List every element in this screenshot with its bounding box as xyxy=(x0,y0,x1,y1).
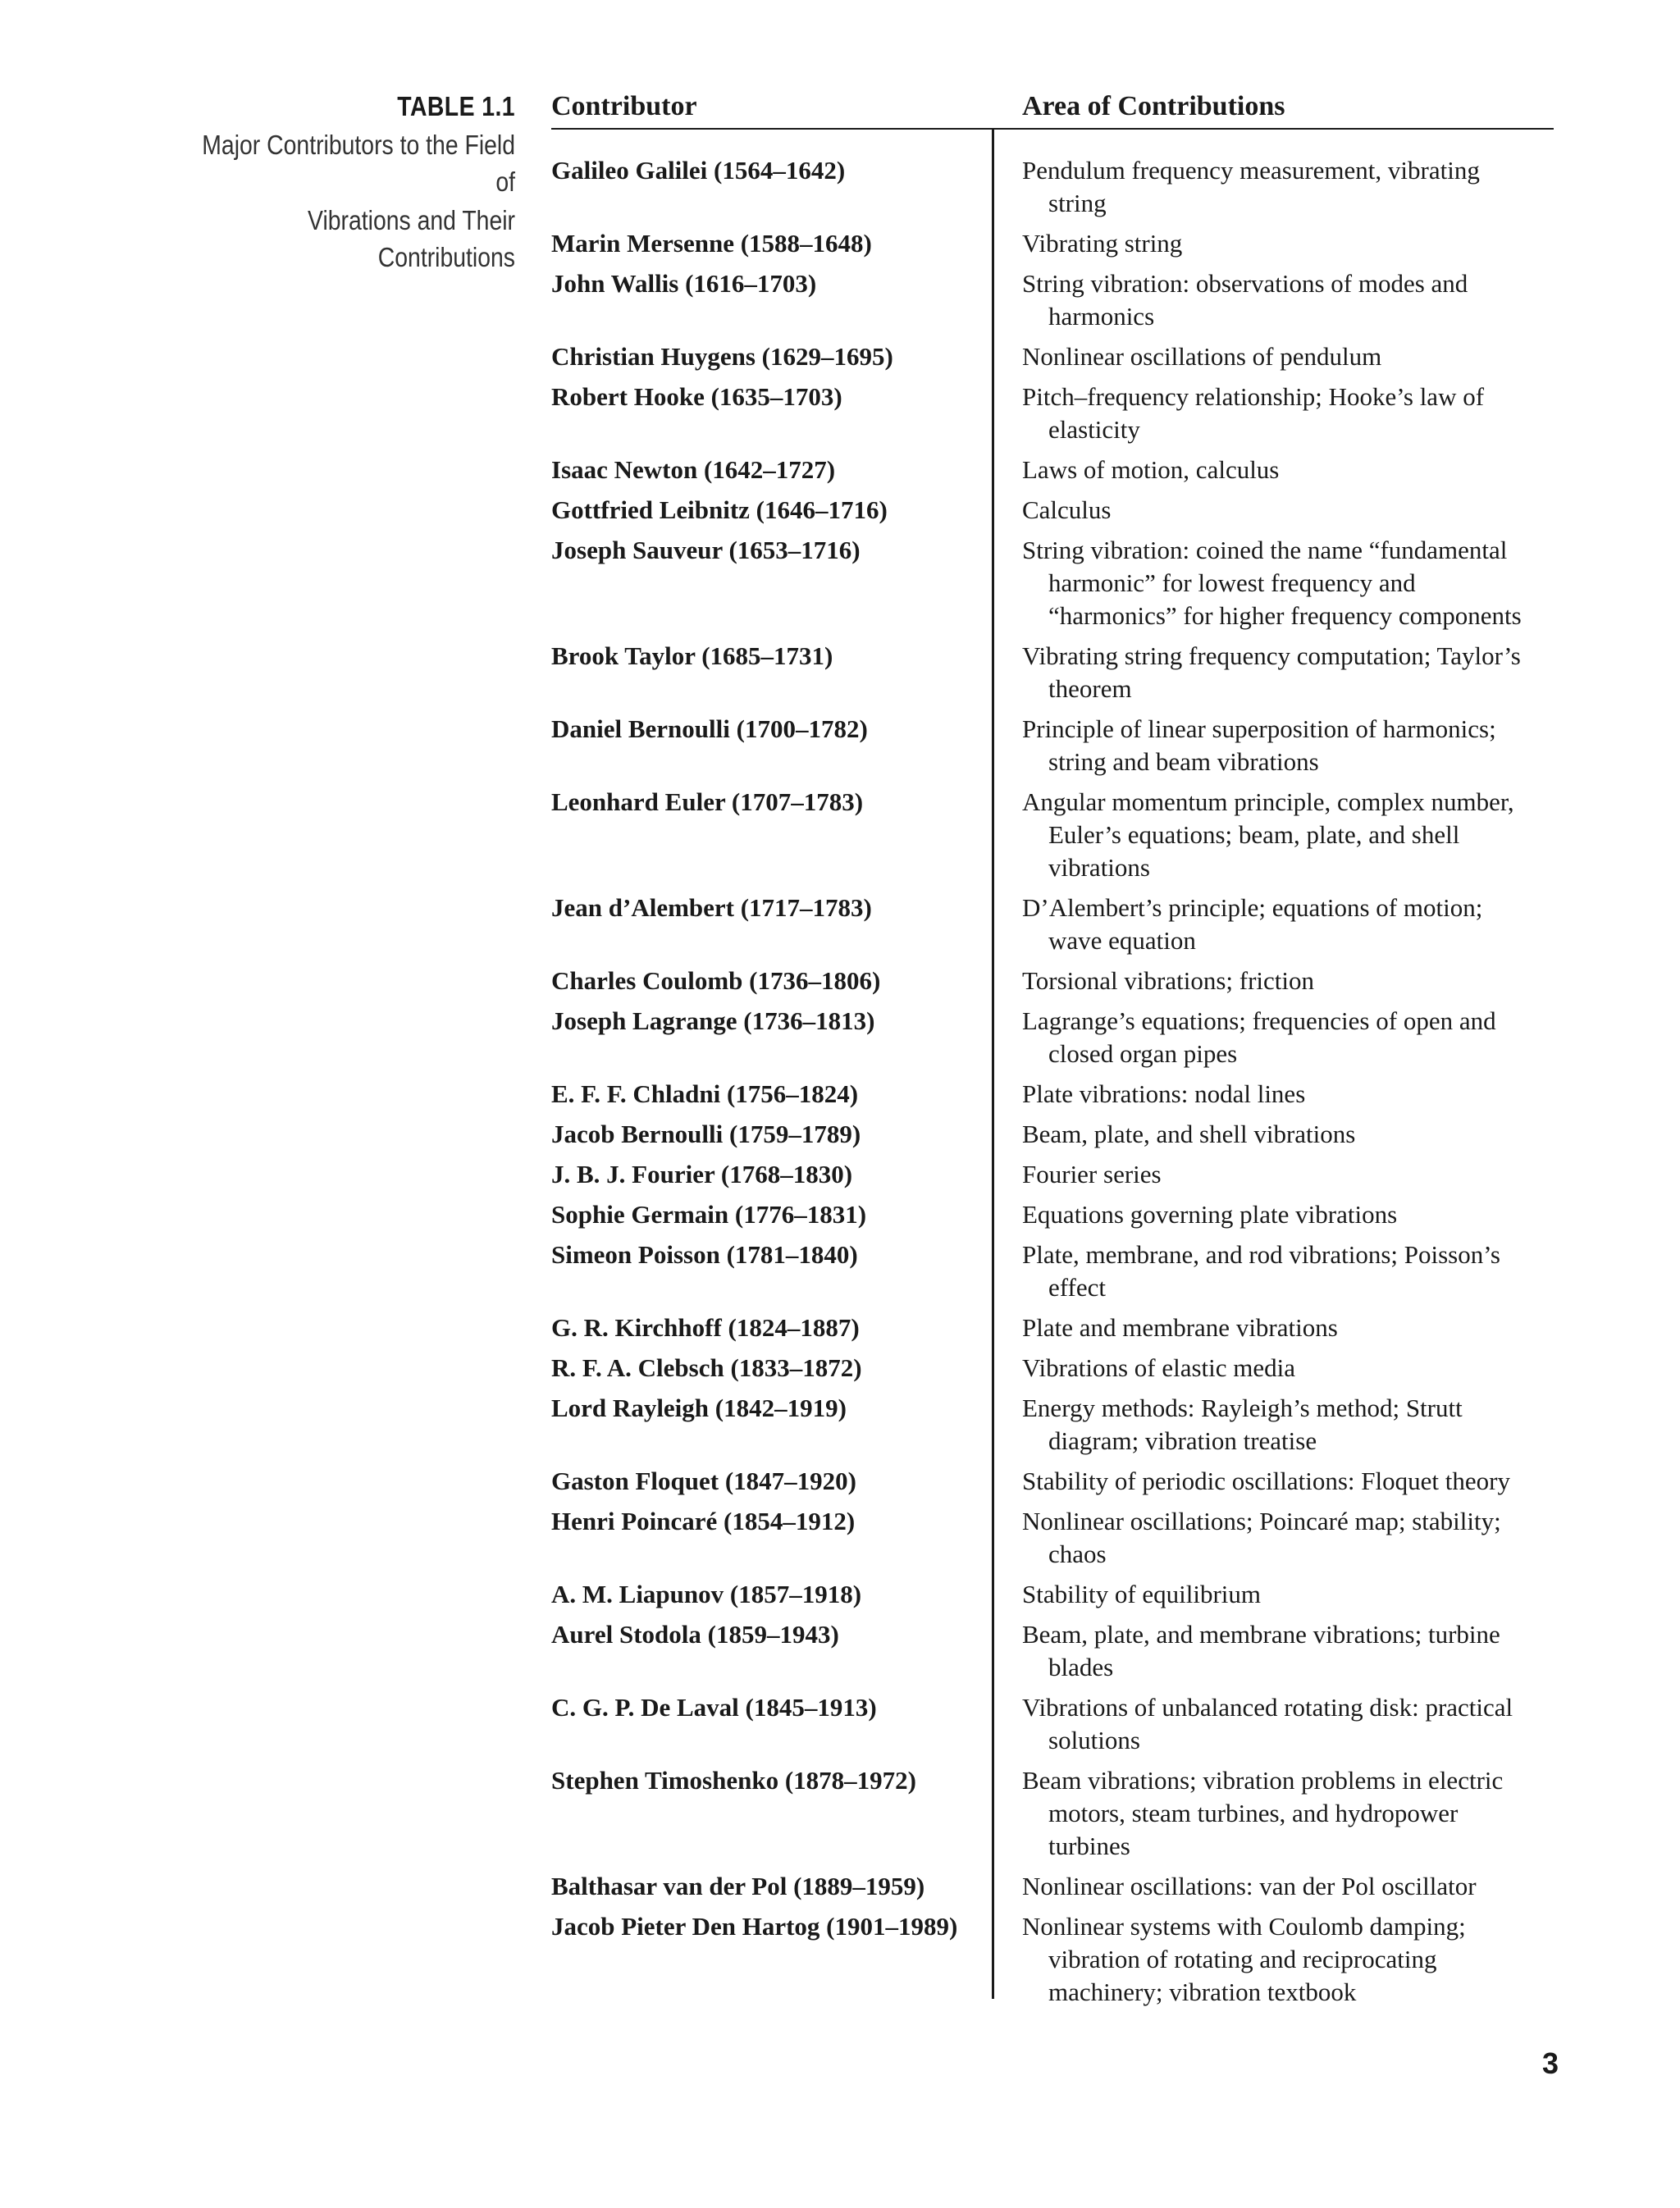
contributor-name: Jacob Pieter Den Hartog (1901–1989) xyxy=(551,1912,958,1941)
contributor-name: R. F. A. Clebsch (1833–1872) xyxy=(551,1353,862,1382)
table-header xyxy=(551,89,1554,130)
table-title-line-1: Major Contributors to the Field of xyxy=(202,130,515,197)
contributor-name: Sophie Germain (1776–1831) xyxy=(551,1200,867,1229)
contribution-area: Calculus xyxy=(1022,495,1112,524)
header-area: Area of Contributions xyxy=(1022,91,1285,121)
contribution-area: Beam vibrations; vibration problems in electric motors, steam turbines, and hydropower turbines xyxy=(1022,1766,1504,1860)
table-row xyxy=(551,227,1554,260)
table-row xyxy=(551,1764,1554,1863)
header-contributor: Contributor xyxy=(551,91,697,121)
table-row xyxy=(551,786,1554,884)
contribution-area: Vibrations of elastic media xyxy=(1022,1353,1296,1382)
table-row xyxy=(551,1312,1554,1344)
contributors-table xyxy=(551,89,1554,2016)
contribution-area: Vibrating string xyxy=(1022,229,1183,258)
contributor-name: Isaac Newton (1642–1727) xyxy=(551,455,836,484)
table-row xyxy=(551,1392,1554,1458)
contribution-area: Principle of linear superposition of harmonics; string and beam vibrations xyxy=(1022,714,1496,776)
table-row xyxy=(551,640,1554,705)
contribution-area: Beam, plate, and shell vibrations xyxy=(1022,1120,1356,1148)
contribution-area: Lagrange’s equations; frequencies of open and closed organ pipes xyxy=(1022,1006,1496,1068)
table-row xyxy=(551,965,1554,997)
table-body xyxy=(551,130,1554,2009)
contributor-name: Christian Huygens (1629–1695) xyxy=(551,342,893,371)
table-row xyxy=(551,1870,1554,1903)
contribution-area: Nonlinear systems with Coulomb damping; vibration of rotating and reciprocating machinery; vibration textbook xyxy=(1022,1912,1466,2006)
table-row xyxy=(551,1239,1554,1304)
contribution-area: Beam, plate, and membrane vibrations; turbine blades xyxy=(1022,1620,1500,1681)
table-row xyxy=(551,1618,1554,1684)
contributor-name: John Wallis (1616–1703) xyxy=(551,269,817,298)
contribution-area: Stability of periodic oscillations: Floquet theory xyxy=(1022,1467,1510,1495)
contribution-area: Plate and membrane vibrations xyxy=(1022,1313,1338,1342)
contribution-area: Pitch–frequency relationship; Hooke’s law of elasticity xyxy=(1022,382,1485,444)
page-number: 3 xyxy=(1541,2046,1559,2080)
table-row xyxy=(551,1158,1554,1191)
table-row xyxy=(551,713,1554,778)
contributor-name: Leonhard Euler (1707–1783) xyxy=(551,787,864,816)
contribution-area: Plate, membrane, and rod vibrations; Poisson’s effect xyxy=(1022,1240,1500,1302)
contribution-area: Vibrating string frequency computation; Taylor’s theorem xyxy=(1022,641,1521,703)
table-row xyxy=(551,454,1554,486)
table-row xyxy=(551,267,1554,333)
table-row xyxy=(551,1352,1554,1385)
table-row xyxy=(551,1465,1554,1498)
contributor-name: Stephen Timoshenko (1878–1972) xyxy=(551,1766,916,1795)
contributor-name: Henri Poincaré (1854–1912) xyxy=(551,1507,856,1535)
contribution-area: Laws of motion, calculus xyxy=(1022,455,1280,484)
contribution-area: Energy methods: Rayleigh’s method; Strutt diagram; vibration treatise xyxy=(1022,1394,1463,1455)
table-row xyxy=(551,1078,1554,1111)
table-title-line-2: Vibrations and Their Contributions xyxy=(308,205,515,272)
contributor-name: Daniel Bernoulli (1700–1782) xyxy=(551,714,868,743)
table-row xyxy=(551,381,1554,446)
table-row xyxy=(551,892,1554,957)
contribution-area: Plate vibrations: nodal lines xyxy=(1022,1079,1306,1108)
contributor-name: Gaston Floquet (1847–1920) xyxy=(551,1467,856,1495)
contributor-name: Jacob Bernoulli (1759–1789) xyxy=(551,1120,861,1148)
contributor-name: Simeon Poisson (1781–1840) xyxy=(551,1240,858,1269)
contribution-area: Vibrations of unbalanced rotating disk: practical solutions xyxy=(1022,1693,1513,1754)
contribution-area: Pendulum frequency measurement, vibrating string xyxy=(1022,156,1480,217)
table-row xyxy=(551,1005,1554,1070)
contributor-name: C. G. P. De Laval (1845–1913) xyxy=(551,1693,877,1722)
contribution-area: Equations governing plate vibrations xyxy=(1022,1200,1398,1229)
contributor-name: Balthasar van der Pol (1889–1959) xyxy=(551,1872,925,1900)
table-row xyxy=(551,1578,1554,1611)
contributor-name: A. M. Liapunov (1857–1918) xyxy=(551,1580,862,1608)
table-row xyxy=(551,1505,1554,1571)
contributor-name: Galileo Galilei (1564–1642) xyxy=(551,156,846,185)
contributor-name: Marin Mersenne (1588–1648) xyxy=(551,229,872,258)
contribution-area: String vibration: coined the name “fundamental harmonic” for lowest frequency and “harmonics” for higher frequency components xyxy=(1022,536,1522,630)
contributor-name: Charles Coulomb (1736–1806) xyxy=(551,966,881,995)
table-row xyxy=(551,494,1554,527)
contributor-name: Robert Hooke (1635–1703) xyxy=(551,382,842,411)
contributor-name: Gottfried Leibnitz (1646–1716) xyxy=(551,495,888,524)
table-row xyxy=(551,1198,1554,1231)
contributor-name: J. B. J. Fourier (1768–1830) xyxy=(551,1160,853,1188)
table-row xyxy=(551,340,1554,373)
contributor-name: Jean d’Alembert (1717–1783) xyxy=(551,893,872,922)
contribution-area: Nonlinear oscillations: van der Pol oscillator xyxy=(1022,1872,1477,1900)
table-row xyxy=(551,1910,1554,2009)
table-label: TABLE 1.1 xyxy=(397,91,515,121)
contribution-area: D’Alembert’s principle; equations of motion; wave equation xyxy=(1022,893,1483,955)
table-row xyxy=(551,1118,1554,1151)
contributor-name: E. F. F. Chladni (1756–1824) xyxy=(551,1079,859,1108)
table-caption xyxy=(123,89,515,276)
table-row xyxy=(551,1691,1554,1757)
contribution-area: Nonlinear oscillations of pendulum xyxy=(1022,342,1382,371)
contribution-area: Nonlinear oscillations; Poincaré map; stability; chaos xyxy=(1022,1507,1501,1568)
contributor-name: G. R. Kirchhoff (1824–1887) xyxy=(551,1313,860,1342)
table-row xyxy=(551,154,1554,220)
contributor-name: Lord Rayleigh (1842–1919) xyxy=(551,1394,847,1422)
contribution-area: Fourier series xyxy=(1022,1160,1162,1188)
contributor-name: Aurel Stodola (1859–1943) xyxy=(551,1620,839,1649)
contribution-area: Angular momentum principle, complex number, Euler’s equations; beam, plate, and shell vibrations xyxy=(1022,787,1514,882)
contributor-name: Joseph Sauveur (1653–1716) xyxy=(551,536,861,564)
contributor-name: Brook Taylor (1685–1731) xyxy=(551,641,833,670)
contribution-area: String vibration: observations of modes and harmonics xyxy=(1022,269,1468,331)
contribution-area: Torsional vibrations; friction xyxy=(1022,966,1314,995)
contribution-area: Stability of equilibrium xyxy=(1022,1580,1262,1608)
contributor-name: Joseph Lagrange (1736–1813) xyxy=(551,1006,875,1035)
column-divider xyxy=(992,129,994,1999)
table-row xyxy=(551,534,1554,632)
